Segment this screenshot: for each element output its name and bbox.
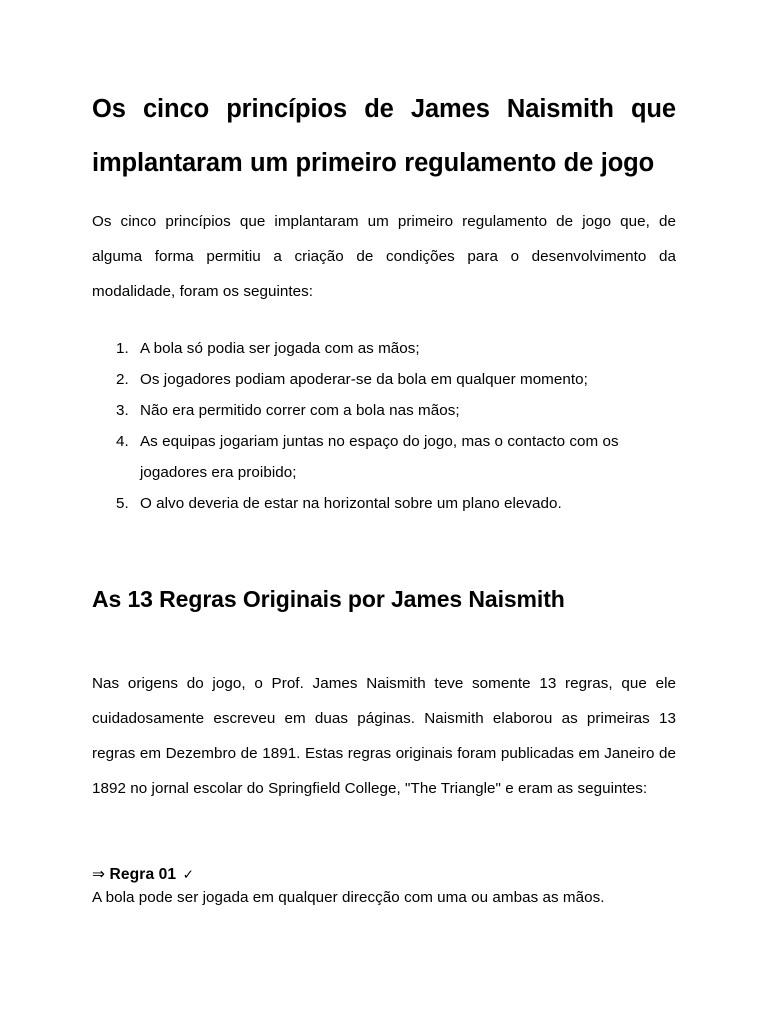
list-item-label: As equipas jogariam juntas no espaço do jogo, mas o contacto com os jogadores era proibido; — [140, 433, 619, 481]
spacer-list-heading — [92, 519, 676, 584]
list-item-label: O alvo deveria de estar na horizontal sobre um plano elevado. — [140, 495, 562, 512]
list-item — [92, 395, 676, 426]
list-item — [92, 333, 676, 364]
spacer-paragraph-rule — [92, 806, 676, 863]
intro-paragraph: Os cinco princípios que implantaram um primeiro regulamento de jogo que, de alguma forma permitiu a criação de condições para o desenvolvimento da modalidade, foram os seguintes: — [92, 213, 676, 300]
spacer-intro-list — [92, 309, 676, 333]
spacer-title-intro — [92, 190, 676, 204]
list-item-label: Não era permitido correr com a bola nas mãos; — [140, 402, 460, 419]
list-item — [92, 426, 676, 488]
list-item-label: Os jogadores podiam apoderar-se da bola em qualquer momento; — [140, 371, 588, 388]
rule-label — [92, 863, 676, 886]
checkmark-icon: ✓ — [182, 867, 195, 882]
section-heading: As 13 Regras Originais por James Naismith — [92, 586, 565, 612]
list-item-number: 3. — [116, 402, 129, 419]
list-item-number: 2. — [116, 371, 129, 388]
page-title: Os cinco princípios de James Naismith que implantaram um primeiro regulamento de jogo — [92, 95, 676, 177]
spacer-heading-paragraph — [92, 614, 676, 666]
document-content — [92, 0, 676, 910]
list-item — [92, 488, 676, 519]
list-item-number: 4. — [116, 433, 129, 450]
section-paragraph: Nas origens do jogo, o Prof. James Naismith teve somente 13 regras, que ele cuidadosamente escreveu em duas páginas. Naismith elaborou as primeiras 13 regras em Dezembro de 1891. Estas regras originais foram publicadas em Janeiro de 1892 no jornal escolar do Springfield College, "The Triangle" e eram as seguintes: — [92, 675, 676, 797]
list-item-number: 5. — [116, 495, 129, 512]
list-item-label: A bola só podia ser jogada com as mãos; — [140, 340, 420, 357]
double-arrow-right-icon: ⇒ — [92, 866, 106, 883]
rule-label-text: Regra 01 — [109, 866, 177, 883]
list-item — [92, 364, 676, 395]
list-item-number: 1. — [116, 340, 129, 357]
rule-body-text: A bola pode ser jogada em qualquer direcção com uma ou ambas as mãos. — [92, 889, 605, 906]
principles-list — [92, 333, 676, 519]
